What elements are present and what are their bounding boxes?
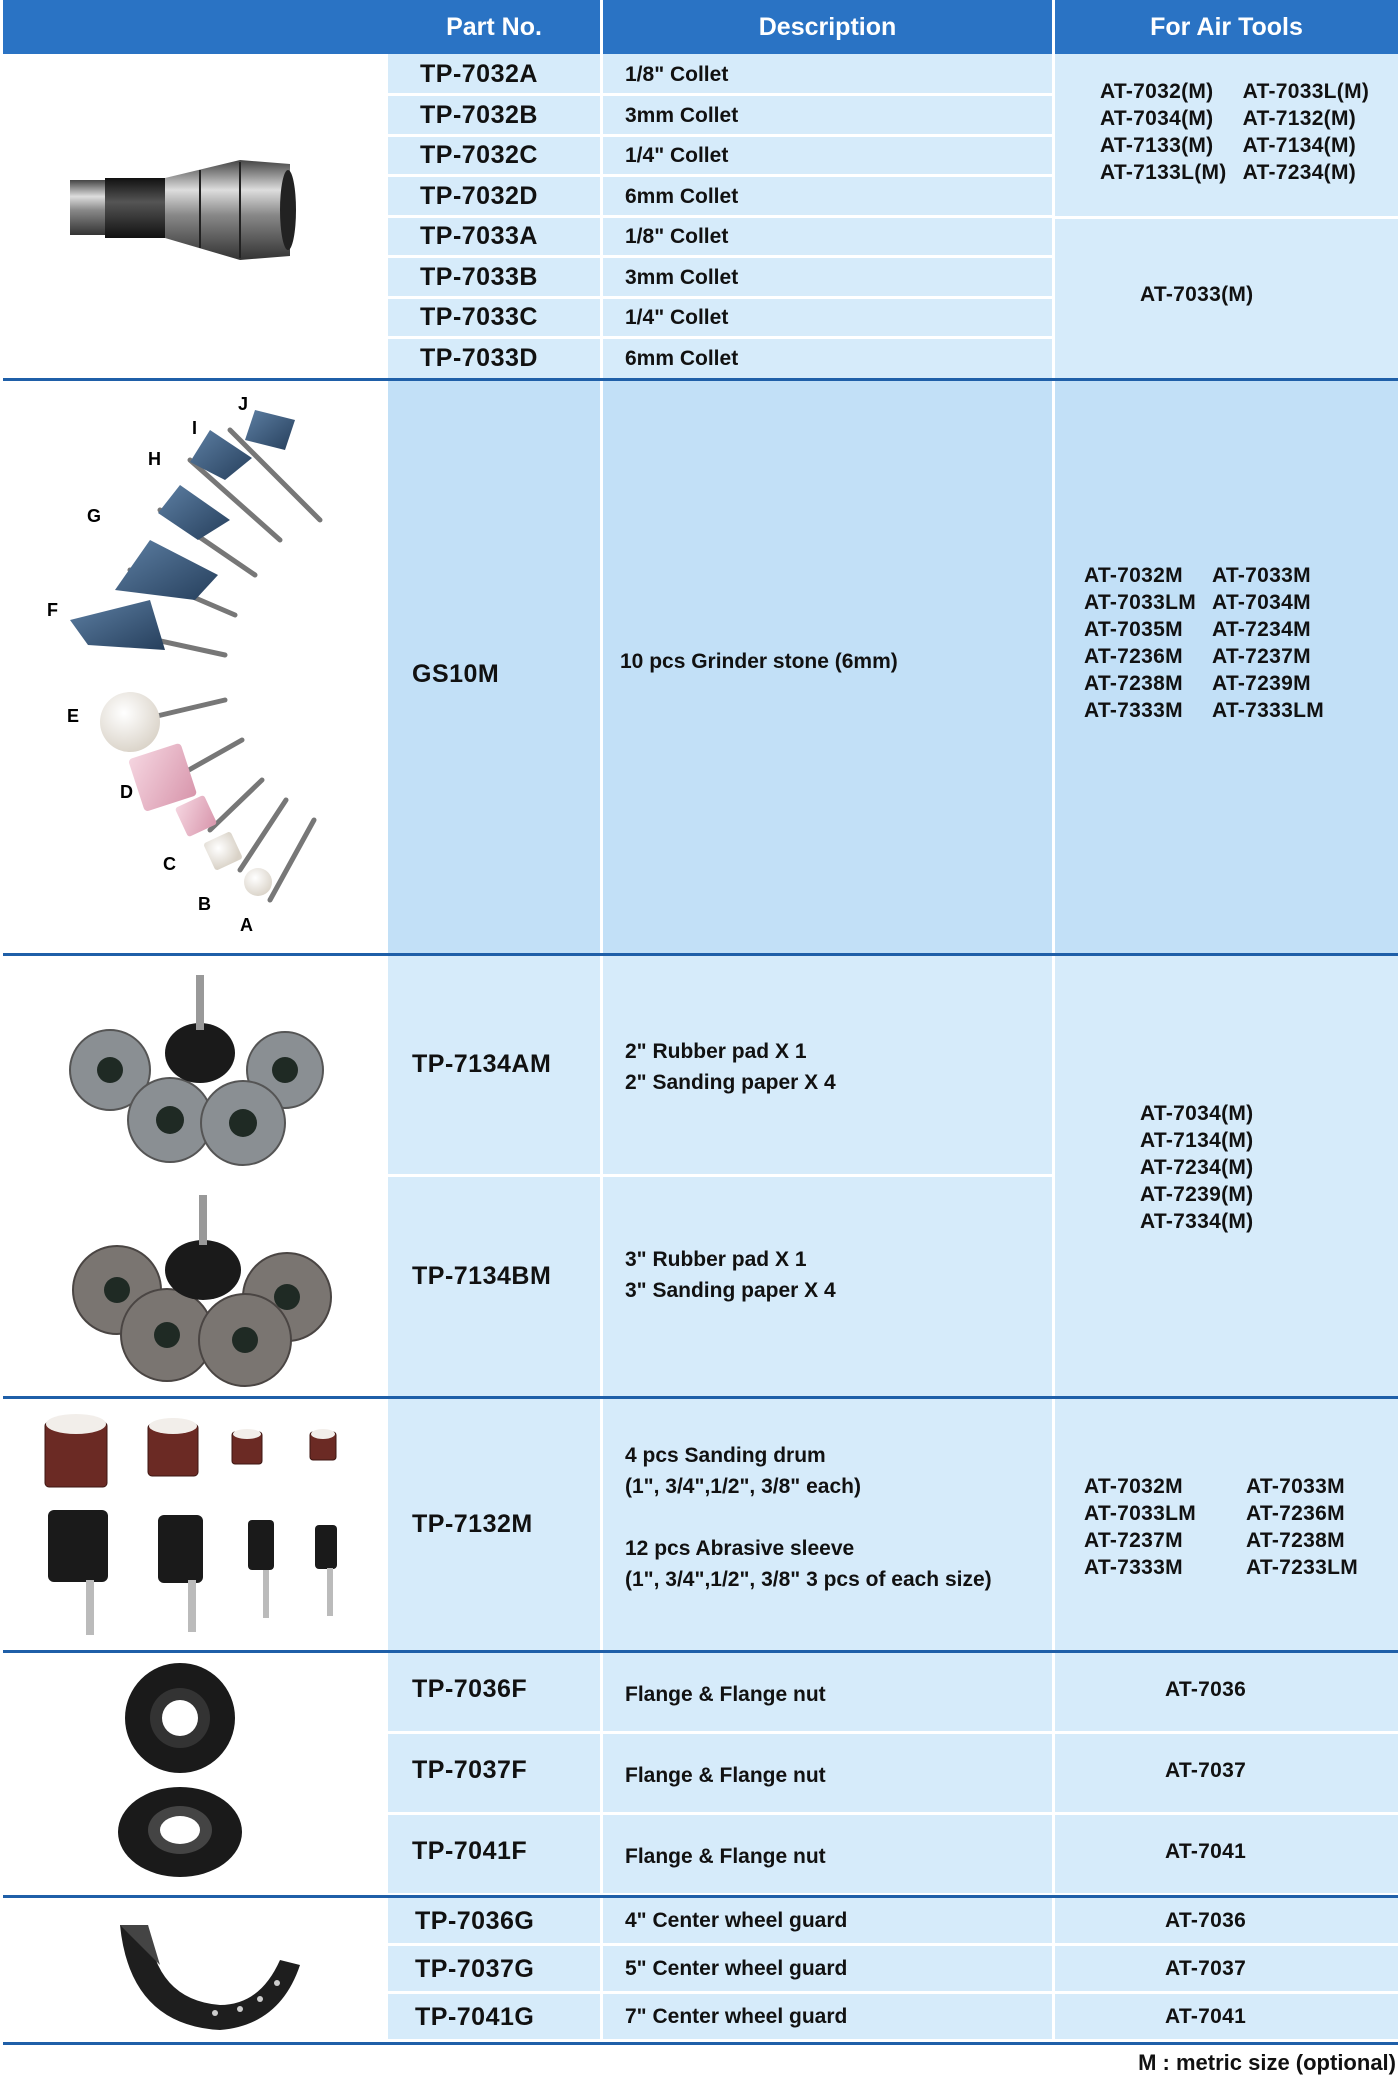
air-tool-model: AT-7239M: [1212, 672, 1311, 695]
air-tool-model: AT-7238M: [1246, 1529, 1345, 1552]
collet-image: [60, 150, 300, 270]
collet-part-no: TP-7033C: [420, 303, 538, 331]
grinder-stone-label: B: [198, 894, 211, 914]
collet-part-no: TP-7032B: [420, 100, 538, 129]
header-for-air-tools: For Air Tools: [1055, 0, 1398, 54]
flange-air-tool: AT-7037: [1165, 1759, 1247, 1782]
row-separator: [388, 255, 600, 258]
air-tool-model: AT-7133L(M): [1100, 161, 1227, 184]
row-separator: [388, 134, 600, 137]
flange-air-tool: AT-7041: [1165, 1840, 1247, 1863]
guard-part-no: TP-7036G: [415, 1907, 535, 1935]
grinder-stone-label: C: [163, 854, 176, 874]
collet-part-no: TP-7033A: [420, 222, 538, 250]
collet-part-no: TP-7033D: [420, 343, 538, 372]
collet-description: 3mm Collet: [625, 265, 739, 289]
column-divider: [1052, 54, 1055, 378]
grinder-description: 10 pcs Grinder stone (6mm): [620, 650, 898, 673]
sanding-pad-3in-image: [55, 1195, 340, 1390]
flange-description: Flange & Flange nut: [625, 1764, 826, 1787]
flange-air-tool: AT-7036: [1165, 1678, 1247, 1701]
air-tool-model: AT-7035M: [1084, 618, 1183, 641]
air-tool-model: AT-7237M: [1084, 1529, 1183, 1552]
air-tool-model: AT-7236M: [1246, 1502, 1345, 1525]
flange-part-no: TP-7037F: [412, 1756, 528, 1784]
guard-air-tool: AT-7037: [1165, 1957, 1247, 1980]
row-separator: [388, 215, 600, 218]
sanding-row1-part-no: TP-7134AM: [412, 1050, 552, 1078]
guard-air-tool: AT-7041: [1165, 2005, 1247, 2028]
grinder-stone-label: D: [120, 782, 133, 802]
sanding-row2-desc: [625, 1244, 836, 1306]
air-tool-model: AT-7033LM: [1084, 591, 1197, 614]
grinder-stone-label: F: [47, 600, 58, 620]
sanding-drum-image: [40, 1410, 360, 1640]
air-tool-model: AT-7034(M): [1140, 1102, 1254, 1125]
guard-part-no: TP-7037G: [415, 1955, 535, 1983]
drum-tools: [1084, 1473, 1358, 1581]
guard-air-tool: AT-7036: [1165, 1909, 1247, 1932]
guard-description: 7" Center wheel guard: [625, 2005, 848, 2028]
air-tool-model: AT-7233LM: [1246, 1556, 1359, 1579]
air-tool-model: AT-7234(M): [1242, 161, 1357, 184]
air-tool-model: AT-7134(M): [1140, 1129, 1254, 1152]
guard-description: 5" Center wheel guard: [625, 1957, 848, 1980]
flange-description: Flange & Flange nut: [625, 1683, 826, 1706]
air-tool-model: AT-7032M: [1084, 564, 1183, 587]
row-separator: [388, 296, 600, 299]
air-tool-model: AT-7032(M): [1100, 80, 1214, 103]
air-tool-model: AT-7132(M): [1242, 107, 1357, 130]
row-separator: [388, 174, 600, 177]
flange-description: Flange & Flange nut: [625, 1845, 826, 1868]
air-tool-model: AT-7333M: [1084, 699, 1183, 722]
air-tool-model: AT-7236M: [1084, 645, 1183, 668]
flange-image: [105, 1660, 255, 1885]
air-tool-model: AT-7238M: [1084, 672, 1183, 695]
air-tool-model: AT-7239(M): [1140, 1183, 1254, 1206]
grinder-stone-label: J: [238, 394, 249, 414]
row-separator: [388, 93, 600, 96]
grinder-stone-label: G: [87, 506, 102, 526]
air-tool-model: AT-7333M: [1084, 1556, 1183, 1579]
section-divider: [3, 2042, 1398, 2045]
collet-part-no: TP-7032D: [420, 181, 538, 210]
row-separator: [603, 296, 1052, 299]
air-tool-model: AT-7234M: [1212, 618, 1311, 641]
collet-part-no: TP-7032C: [420, 141, 538, 169]
grinder-stones-image: [30, 390, 350, 945]
grinder-tools: [1084, 562, 1324, 724]
drum-description: [625, 1440, 992, 1595]
collet-description: 6mm Collet: [625, 346, 739, 370]
guard-part-no: TP-7041G: [415, 2003, 535, 2031]
grinder-stone-label: I: [192, 418, 198, 438]
drum-desc-line: 4 pcs Sanding drum: [625, 1444, 826, 1467]
grinder-stone-label: A: [240, 915, 253, 935]
sanding-row2-desc-line: 3" Sanding paper X 4: [625, 1279, 836, 1302]
grinder-stone-label: E: [67, 706, 80, 726]
sanding-row1-desc-line: 2" Sanding paper X 4: [625, 1071, 836, 1094]
grinder-part-no: GS10M: [412, 660, 500, 688]
air-tool-model: AT-7234(M): [1140, 1156, 1254, 1179]
collet-tools-a: [1100, 78, 1369, 186]
sanding-row2-part-no: TP-7134BM: [412, 1262, 552, 1290]
air-tool-model: AT-7034M: [1212, 591, 1311, 614]
row-separator: [603, 215, 1052, 218]
drum-desc-line: 12 pcs Abrasive sleeve: [625, 1537, 855, 1560]
wheel-guard-image: [110, 1905, 310, 2035]
flange-part-no: TP-7036F: [412, 1675, 528, 1703]
sanding-row2-desc-line: 3" Rubber pad X 1: [625, 1248, 807, 1271]
collet-description: 1/4" Collet: [625, 306, 729, 329]
air-tool-model: AT-7033M: [1246, 1475, 1345, 1498]
row-separator: [388, 336, 600, 339]
air-tool-model: AT-7033L(M): [1242, 80, 1370, 103]
air-tool-model: AT-7334(M): [1140, 1210, 1254, 1233]
drum-desc-line: (1", 3/4",1/2", 3/8" 3 pcs of each size): [625, 1568, 992, 1591]
footnote-metric: M : metric size (optional): [1138, 2050, 1396, 2075]
collet-description: 1/8" Collet: [625, 63, 729, 86]
collet-description: 6mm Collet: [625, 184, 739, 208]
flange-part-no: TP-7041F: [412, 1837, 528, 1865]
sanding-tools: [1140, 1100, 1253, 1235]
column-divider: [600, 54, 603, 378]
air-tool-model: AT-7134(M): [1242, 134, 1357, 157]
collet-part-no: TP-7033B: [420, 262, 538, 291]
sanding-row1-desc-line: 2" Rubber pad X 1: [625, 1040, 807, 1063]
grinder-stone-label: H: [148, 449, 161, 469]
collet-description: 1/4" Collet: [625, 144, 729, 167]
collet-description: 3mm Collet: [625, 103, 739, 127]
row-separator: [603, 255, 1052, 258]
row-separator: [603, 93, 1052, 96]
sanding-row1-desc: [625, 1036, 836, 1098]
guard-description: 4" Center wheel guard: [625, 1909, 848, 1932]
drum-part-no: TP-7132M: [412, 1510, 533, 1538]
air-tool-model: AT-7237M: [1212, 645, 1311, 668]
air-tool-model: AT-7333LM: [1212, 699, 1325, 722]
header-part-no: Part No.: [388, 0, 600, 54]
header-description: Description: [603, 0, 1052, 54]
row-separator: [603, 336, 1052, 339]
row-separator: [603, 134, 1052, 137]
collet-tools-b: AT-7033(M): [1140, 283, 1254, 306]
collet-description: 1/8" Collet: [625, 225, 729, 248]
air-tool-model: AT-7033LM: [1084, 1502, 1197, 1525]
air-tool-model: AT-7032M: [1084, 1475, 1183, 1498]
sanding-pad-2in-image: [55, 975, 340, 1170]
air-tool-model: AT-7033M: [1212, 564, 1311, 587]
air-tool-model: AT-7034(M): [1100, 107, 1214, 130]
air-tool-model: AT-7133(M): [1100, 134, 1214, 157]
row-separator: [603, 174, 1052, 177]
collet-part-no: TP-7032A: [420, 60, 538, 88]
drum-desc-line: (1", 3/4",1/2", 3/8" each): [625, 1475, 861, 1498]
